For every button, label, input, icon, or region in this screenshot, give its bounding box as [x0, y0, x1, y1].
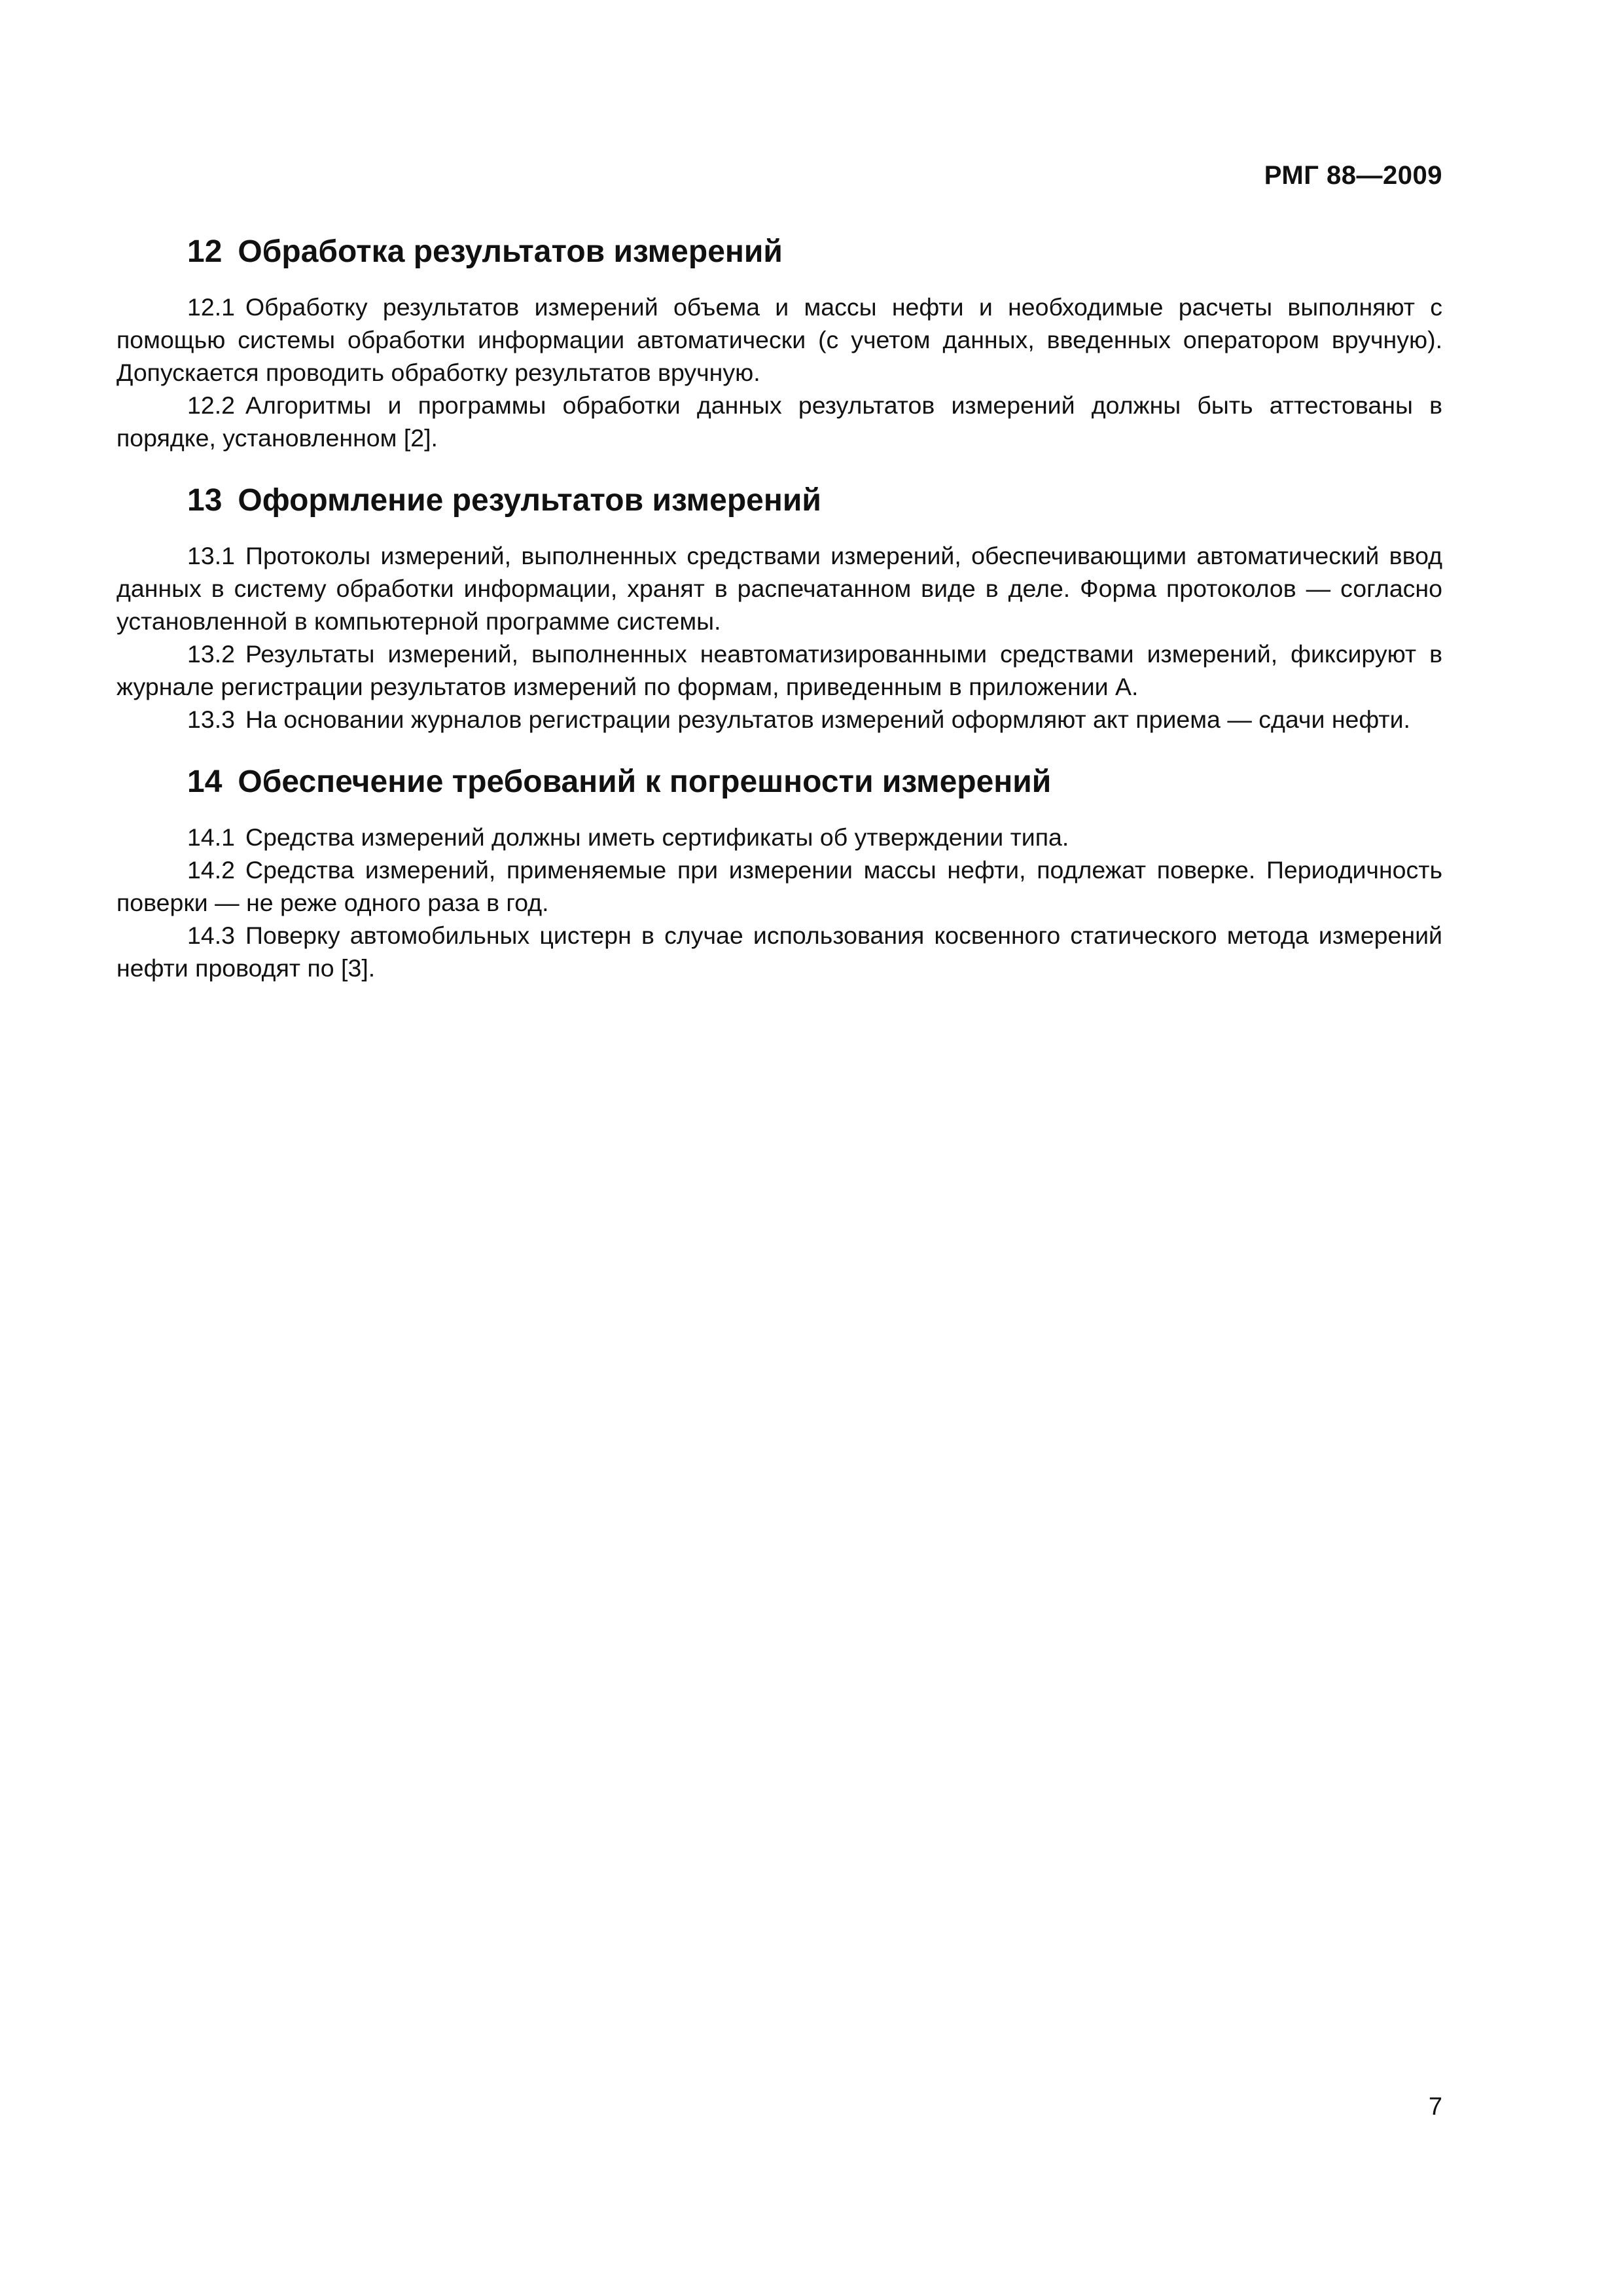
paragraph-text: Средства измерений должны иметь сертификаты об утверждении типа. — [245, 823, 1069, 851]
paragraph-number: 14.3 — [187, 922, 235, 949]
section-number: 13 — [187, 483, 223, 518]
section-title-text: Оформление результатов измерений — [238, 483, 821, 518]
paragraph-number: 13.2 — [187, 640, 235, 668]
paragraph-14-1 — [116, 821, 1442, 853]
section-number: 12 — [187, 234, 223, 269]
paragraph-text: Протоколы измерений, выполненных средствами измерений, обеспечивающими автоматический ввод данных в систему обработки информации, хранят в распечатанном виде в деле. Форма протоколов — согласно установленной в компьютерной программе системы. — [116, 542, 1442, 635]
section-number: 14 — [187, 764, 223, 799]
page-number: 7 — [1428, 2093, 1442, 2121]
paragraph-13-1 — [116, 539, 1442, 637]
paragraph-number: 14.1 — [187, 823, 235, 851]
section-title — [187, 230, 1442, 274]
section-13 — [116, 479, 1442, 736]
paragraph-text: Поверку автомобильных цистерн в случае использования косвенного статического метода измерений нефти проводят по [3]. — [116, 922, 1442, 982]
paragraph-13-2 — [116, 637, 1442, 703]
paragraph-number: 12.1 — [187, 293, 235, 321]
section-title — [187, 479, 1442, 522]
paragraph-12-2 — [116, 389, 1442, 454]
paragraph-text: Обработку результатов измерений объема и массы нефти и необходимые расчеты выполняют с помощью системы обработки информации автоматически (с учетом данных, введенных оператором вручную). Допускается проводить обработку результатов вручную. — [116, 293, 1442, 386]
paragraph-number: 14.2 — [187, 856, 235, 884]
paragraph-number: 12.2 — [187, 391, 235, 419]
section-title — [187, 761, 1442, 804]
paragraph-14-3 — [116, 919, 1442, 984]
paragraph-text: Результаты измерений, выполненных неавтоматизированными средствами измерений, фиксируют в журнале регистрации результатов измерений по формам, приведенным в приложении А. — [116, 640, 1442, 700]
paragraph-number: 13.1 — [187, 542, 235, 569]
paragraph-text: Алгоритмы и программы обработки данных результатов измерений должны быть аттестованы в порядке, установленном [2]. — [116, 391, 1442, 452]
section-title-text: Обработка результатов измерений — [238, 234, 783, 269]
paragraph-12-1 — [116, 291, 1442, 389]
paragraph-number: 13.3 — [187, 706, 235, 733]
section-12 — [116, 230, 1442, 454]
document-code: РМГ 88—2009 — [1264, 161, 1442, 190]
section-14 — [116, 761, 1442, 984]
paragraph-13-3 — [116, 703, 1442, 736]
paragraph-text: Средства измерений, применяемые при измерении массы нефти, подлежат поверке. Периодичность поверки — не реже одного раза в год. — [116, 856, 1442, 916]
document-body — [116, 223, 1442, 1009]
section-title-text: Обеспечение требований к погрешности измерений — [238, 764, 1052, 799]
paragraph-14-2 — [116, 853, 1442, 919]
paragraph-text: На основании журналов регистрации результатов измерений оформляют акт приема — сдачи нефти. — [245, 706, 1410, 733]
